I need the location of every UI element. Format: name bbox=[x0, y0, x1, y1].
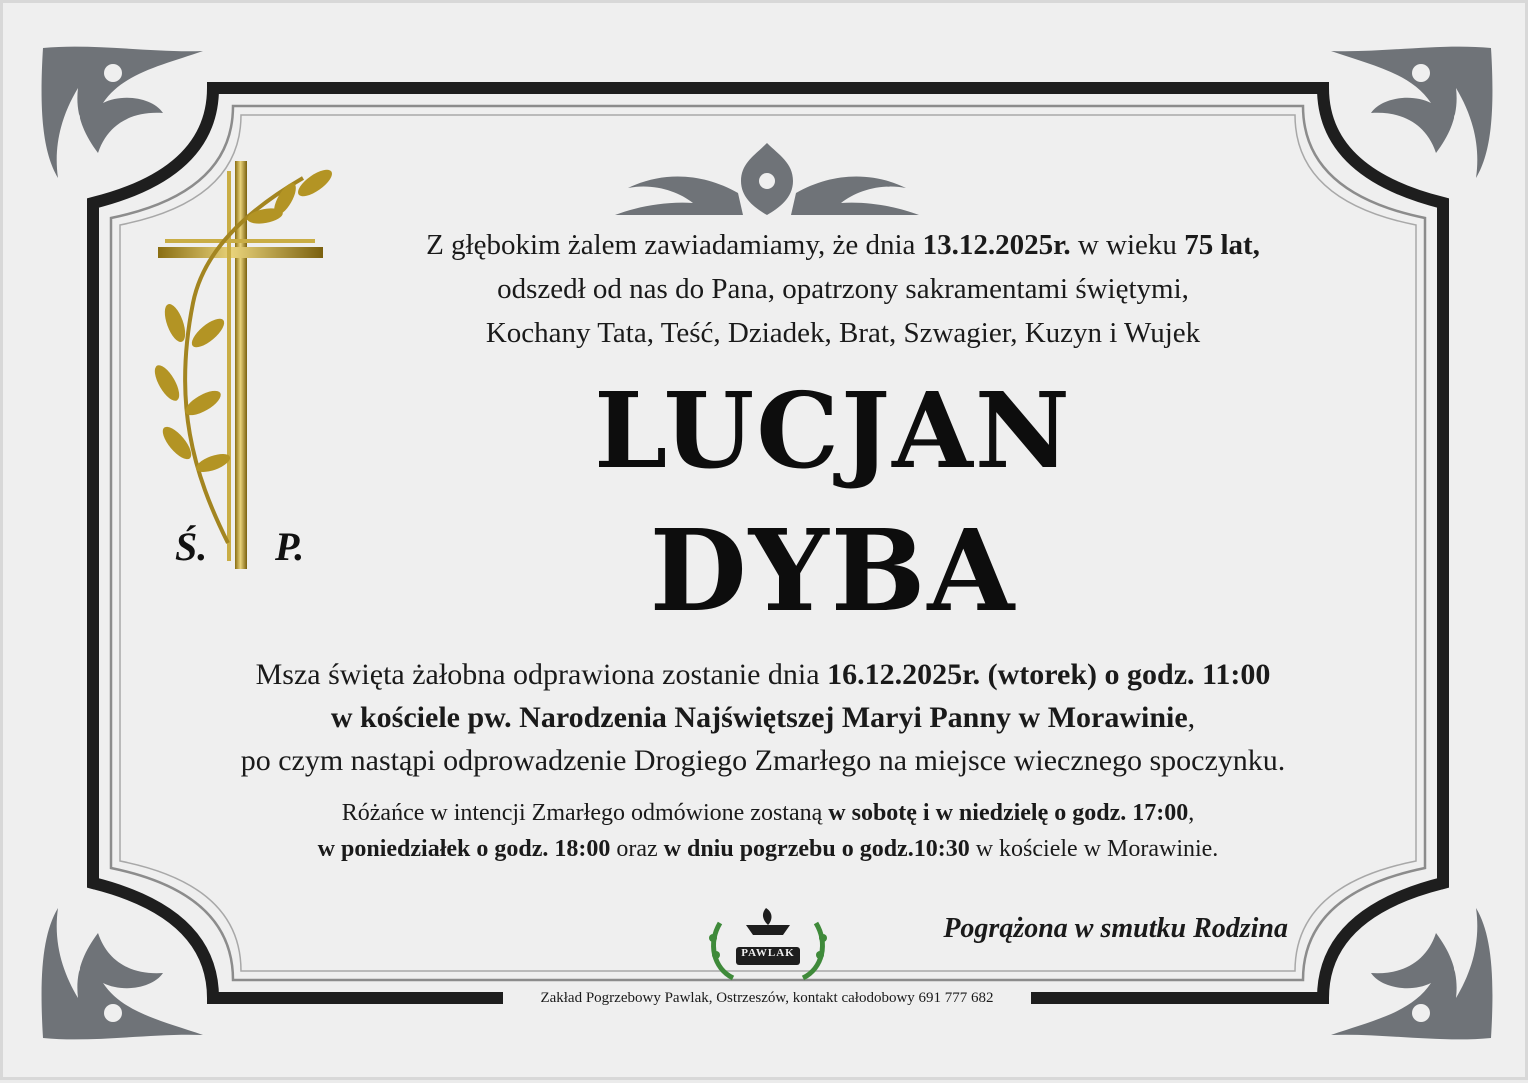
intro-line-1: Z głębokim żalem zawiadamiamy, że dnia 13.12.2025r. w wieku 75 lat, bbox=[426, 229, 1260, 261]
rosary-info bbox=[203, 795, 1333, 867]
intro-line-2: odszedł od nas do Pana, opatrzony sakramentami świętymi, bbox=[497, 273, 1189, 305]
intro-text bbox=[303, 223, 1383, 355]
mass-info bbox=[173, 653, 1353, 782]
deceased-first-name: LUCJAN bbox=[594, 369, 1072, 492]
mass-line-1: Msza święta żałobna odprawiona zostanie dnia 16.12.2025r. (wtorek) o godz. 11:00 bbox=[255, 658, 1271, 691]
family-signature: Pogrążona w smutku Rodzina bbox=[943, 913, 1288, 944]
logo-text: PAWLAK bbox=[741, 947, 795, 959]
rosary-line-2: w poniedziałek o godz. 18:00 oraz w dniu pogrzebu o godz.10:30 w kościele w Morawinie. bbox=[317, 836, 1219, 862]
top-center-ornament bbox=[615, 143, 919, 215]
footer-contact: Zakład Pogrzebowy Pawlak, Ostrzeszów, kontakt całodobowy 691 777 682 bbox=[503, 986, 1031, 1010]
pawlak-logo bbox=[709, 908, 827, 978]
marker-s: Ś. bbox=[175, 524, 208, 569]
rosary-line-1: Różańce w intencji Zmarłego odmówione zostaną w sobotę i w niedzielę o godz. 17:00, bbox=[341, 800, 1195, 826]
deceased-last-name: DYBA bbox=[649, 506, 1017, 637]
marker-p: P. bbox=[275, 524, 305, 569]
mass-line-3: po czym nastąpi odprowadzenie Drogiego Zmarłego na miejsce wiecznego spoczynku. bbox=[240, 744, 1286, 777]
mass-line-2: w kościele pw. Narodzenia Najświętszej Maryi Panny w Morawinie, bbox=[330, 701, 1196, 734]
intro-line-3: Kochany Tata, Teść, Dziadek, Brat, Szwagier, Kuzyn i Wujek bbox=[485, 317, 1201, 349]
